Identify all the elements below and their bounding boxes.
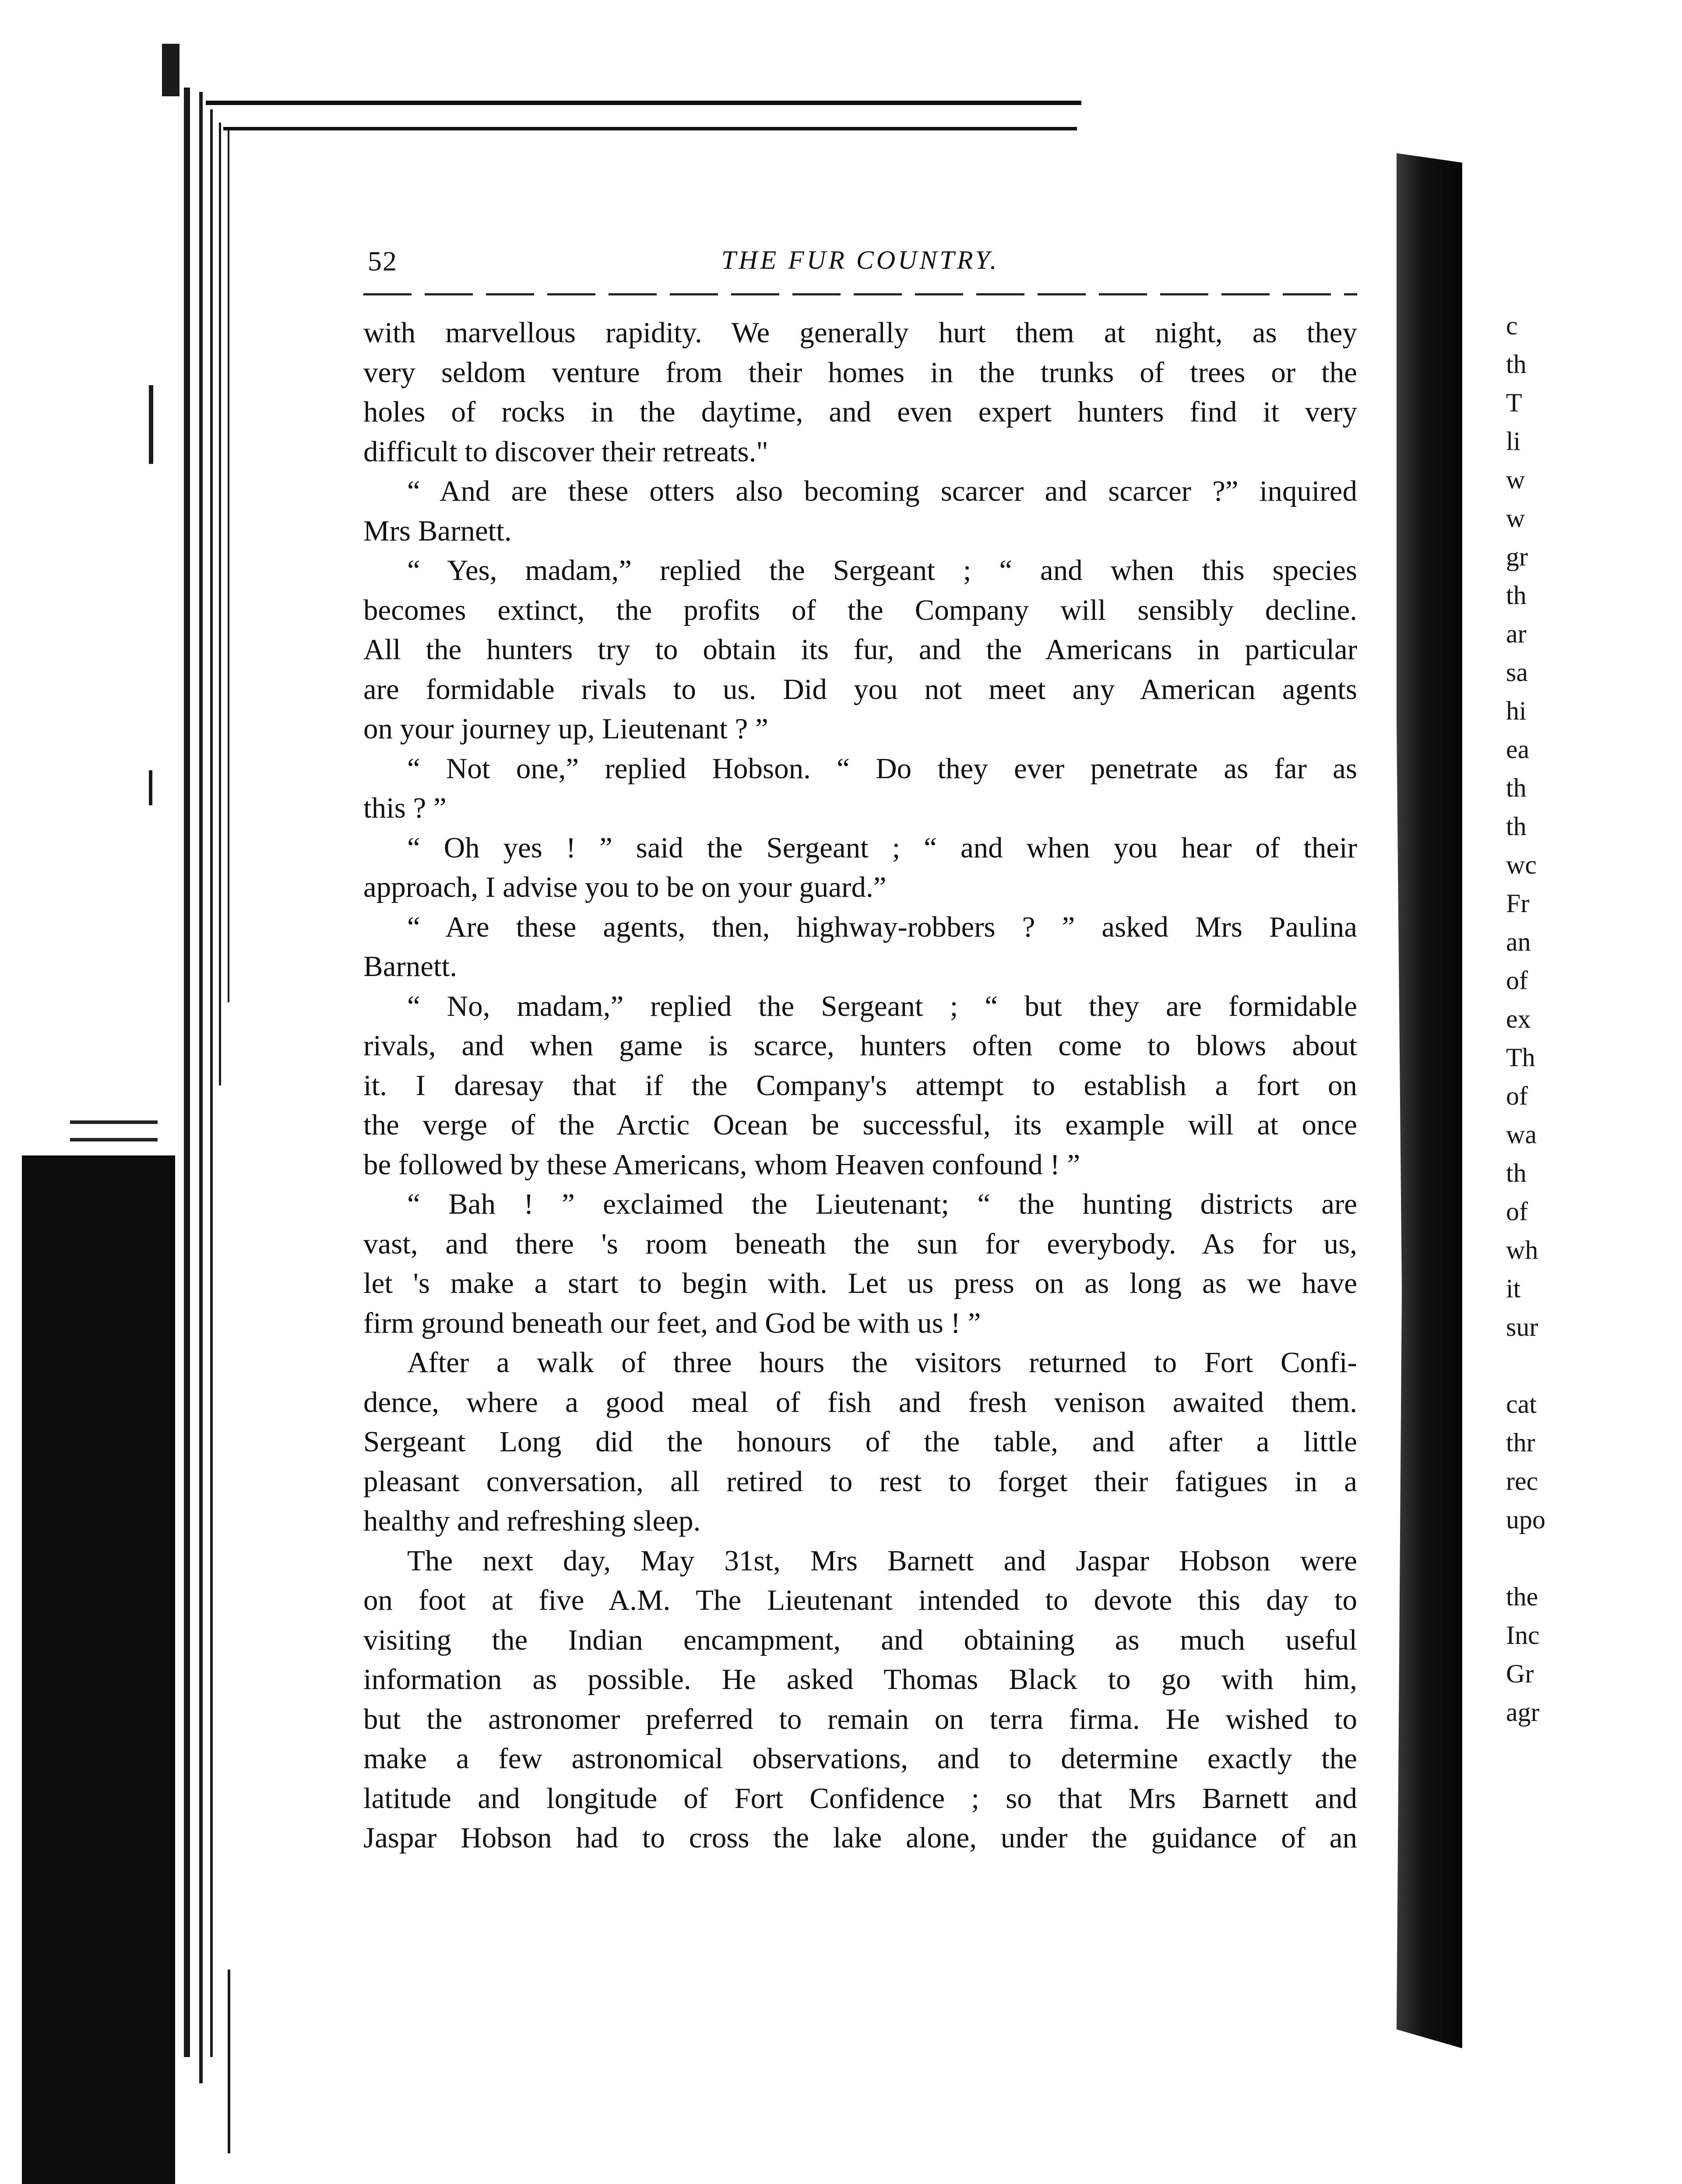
text-line: on your journey up, Lieutenant ? ” bbox=[363, 713, 768, 745]
text-line: The next day, May 31st, Mrs Barnett and Jaspar Hobson were bbox=[407, 1544, 1357, 1577]
text-line: Jaspar Hobson had to cross the lake alone, under the guidance of an bbox=[363, 1822, 1357, 1854]
body-text bbox=[363, 313, 1357, 1858]
text-line: this ? ” bbox=[363, 792, 447, 824]
next-page-fragment: cat bbox=[1506, 1390, 1537, 1419]
next-page-fragment bbox=[1506, 1346, 1664, 1385]
scan-dark-block bbox=[22, 1155, 175, 2184]
next-page-fragment: th bbox=[1506, 812, 1527, 841]
next-page-fragment: it bbox=[1506, 1274, 1521, 1303]
next-page-fragment: wc bbox=[1506, 850, 1537, 879]
next-page-fragment: Th bbox=[1506, 1043, 1535, 1072]
text-line: it. I daresay that if the Company's attempt to establish a fort on bbox=[363, 1069, 1357, 1102]
scan-vertical-line bbox=[228, 127, 229, 1002]
next-page-fragment: T bbox=[1506, 388, 1522, 417]
next-page-fragment: ar bbox=[1506, 619, 1527, 648]
header-rule bbox=[363, 293, 1357, 295]
next-page-fragments bbox=[1506, 306, 1664, 1731]
text-line: All the hunters try to obtain its fur, and the Americans in particular bbox=[363, 633, 1357, 666]
next-page-fragment bbox=[1506, 1539, 1664, 1577]
text-line: very seldom venture from their homes in the trunks of trees or the bbox=[363, 356, 1357, 389]
text-line: “ Are these agents, then, highway-robbers ? ” asked Mrs Paulina bbox=[407, 910, 1357, 943]
next-page-fragment: th bbox=[1506, 350, 1527, 379]
scan-vertical-line bbox=[210, 109, 213, 2057]
next-page-fragment: sa bbox=[1506, 658, 1528, 687]
page-number: 52 bbox=[368, 246, 398, 277]
next-page-fragment: li bbox=[1506, 427, 1521, 456]
next-page-fragment: agr bbox=[1506, 1698, 1540, 1727]
text-line: visiting the Indian encampment, and obtaining as much useful bbox=[363, 1623, 1357, 1656]
text-line: healthy and refreshing sleep. bbox=[363, 1505, 701, 1537]
next-page-fragment: hi bbox=[1506, 696, 1527, 725]
text-line: “ And are these otters also becoming scarcer and scarcer ?” inquired bbox=[407, 475, 1357, 507]
text-line: the verge of the Arctic Ocean be successful, its example will at once bbox=[363, 1109, 1357, 1141]
text-line: After a walk of three hours the visitors returned to Fort Confi- bbox=[407, 1346, 1357, 1379]
scan-vertical-line bbox=[199, 92, 203, 2083]
text-line: firm ground beneath our feet, and God be with us ! ” bbox=[363, 1306, 981, 1339]
next-page-fragment: th bbox=[1506, 1159, 1527, 1187]
running-head bbox=[363, 236, 1357, 284]
scan-vertical-line bbox=[184, 88, 190, 2057]
text-line: holes of rocks in the daytime, and even expert hunters find it very bbox=[363, 396, 1357, 428]
text-line: pleasant conversation, all retired to rest to forget their fatigues in a bbox=[363, 1465, 1357, 1498]
next-page-fragment: th bbox=[1506, 773, 1527, 802]
text-line: rivals, and when game is scarce, hunters often come to blows about bbox=[363, 1029, 1357, 1062]
text-line: let 's make a start to begin with. Let us press on as long as we have bbox=[363, 1267, 1357, 1299]
next-page-fragment: wa bbox=[1506, 1120, 1537, 1149]
text-line: with marvellous rapidity. We generally hurt them at night, as they bbox=[363, 316, 1357, 349]
scan-top-rule bbox=[223, 127, 1077, 130]
text-line: make a few astronomical observations, and to determine exactly the bbox=[363, 1742, 1357, 1775]
next-page-fragment: the bbox=[1506, 1582, 1538, 1611]
text-line: “ Yes, madam,” replied the Sergeant ; “ and when this species bbox=[407, 554, 1357, 586]
scan-top-rule bbox=[206, 101, 1081, 105]
next-page-fragment: w bbox=[1506, 465, 1525, 494]
text-line: becomes extinct, the profits of the Company will sensibly decline. bbox=[363, 593, 1357, 626]
next-page-fragment: an bbox=[1506, 927, 1531, 956]
text-line: “ No, madam,” replied the Sergeant ; “ but they are formidable bbox=[407, 990, 1357, 1022]
text-line: Sergeant Long did the honours of the table, and after a little bbox=[363, 1426, 1357, 1458]
next-page-fragment: Inc bbox=[1506, 1621, 1540, 1650]
text-line: but the astronomer preferred to remain on terra firma. He wished to bbox=[363, 1703, 1357, 1735]
next-page-fragment: gr bbox=[1506, 542, 1528, 571]
text-line: difficult to discover their retreats." bbox=[363, 435, 768, 468]
next-page-fragment: c bbox=[1506, 311, 1518, 340]
scan-rule bbox=[70, 1138, 158, 1141]
text-line: information as possible. He asked Thomas Black to go with him, bbox=[363, 1663, 1357, 1696]
text-line: be followed by these Americans, whom Heaven confound ! ” bbox=[363, 1148, 1080, 1181]
next-page-fragment: of bbox=[1506, 966, 1528, 995]
scan-mark bbox=[162, 44, 179, 96]
scan-vertical-line bbox=[219, 123, 221, 1085]
text-line: vast, and there 's room beneath the sun for everybody. As for us, bbox=[363, 1227, 1357, 1260]
next-page-fragment: th bbox=[1506, 581, 1527, 610]
header-title: THE FUR COUNTRY. bbox=[721, 246, 999, 274]
text-line: “ Oh yes ! ” said the Sergeant ; “ and when you hear of their bbox=[407, 831, 1357, 864]
scan-mark bbox=[149, 770, 152, 805]
text-line: latitude and longitude of Fort Confidence ; so that Mrs Barnett and bbox=[363, 1782, 1357, 1815]
text-line: “ Bah ! ” exclaimed the Lieutenant; “ the hunting districts are bbox=[407, 1188, 1357, 1220]
next-page-fragment: rec bbox=[1506, 1467, 1538, 1496]
next-page-fragment: upo bbox=[1506, 1505, 1545, 1534]
next-page-fragment: sur bbox=[1506, 1313, 1538, 1341]
next-page-fragment: Gr bbox=[1506, 1659, 1534, 1688]
text-line: are formidable rivals to us. Did you not meet any American agents bbox=[363, 673, 1357, 706]
next-page-fragment: w bbox=[1506, 504, 1525, 533]
next-page-fragment: Fr bbox=[1506, 889, 1530, 918]
page-gutter-shadow bbox=[1397, 153, 1462, 2048]
scan-rule bbox=[70, 1120, 158, 1124]
next-page-fragment: wh bbox=[1506, 1236, 1538, 1264]
text-line: dence, where a good meal of fish and fresh venison awaited them. bbox=[363, 1386, 1357, 1419]
scan-mark bbox=[149, 385, 153, 464]
text-line: Mrs Barnett. bbox=[363, 514, 512, 547]
book-page bbox=[363, 236, 1357, 1858]
next-page-fragment: of bbox=[1506, 1081, 1528, 1110]
next-page-fragment: thr bbox=[1506, 1428, 1535, 1457]
next-page-fragment: ea bbox=[1506, 735, 1530, 764]
next-page-fragment: ex bbox=[1506, 1004, 1531, 1033]
scan-vertical-line bbox=[228, 1970, 230, 2153]
text-line: approach, I advise you to be on your guard.” bbox=[363, 871, 887, 903]
next-page-fragment: of bbox=[1506, 1197, 1528, 1226]
text-line: Barnett. bbox=[363, 950, 457, 983]
text-line: on foot at five A.M. The Lieutenant intended to devote this day to bbox=[363, 1584, 1357, 1616]
text-line: “ Not one,” replied Hobson. “ Do they ever penetrate as far as bbox=[407, 752, 1357, 785]
